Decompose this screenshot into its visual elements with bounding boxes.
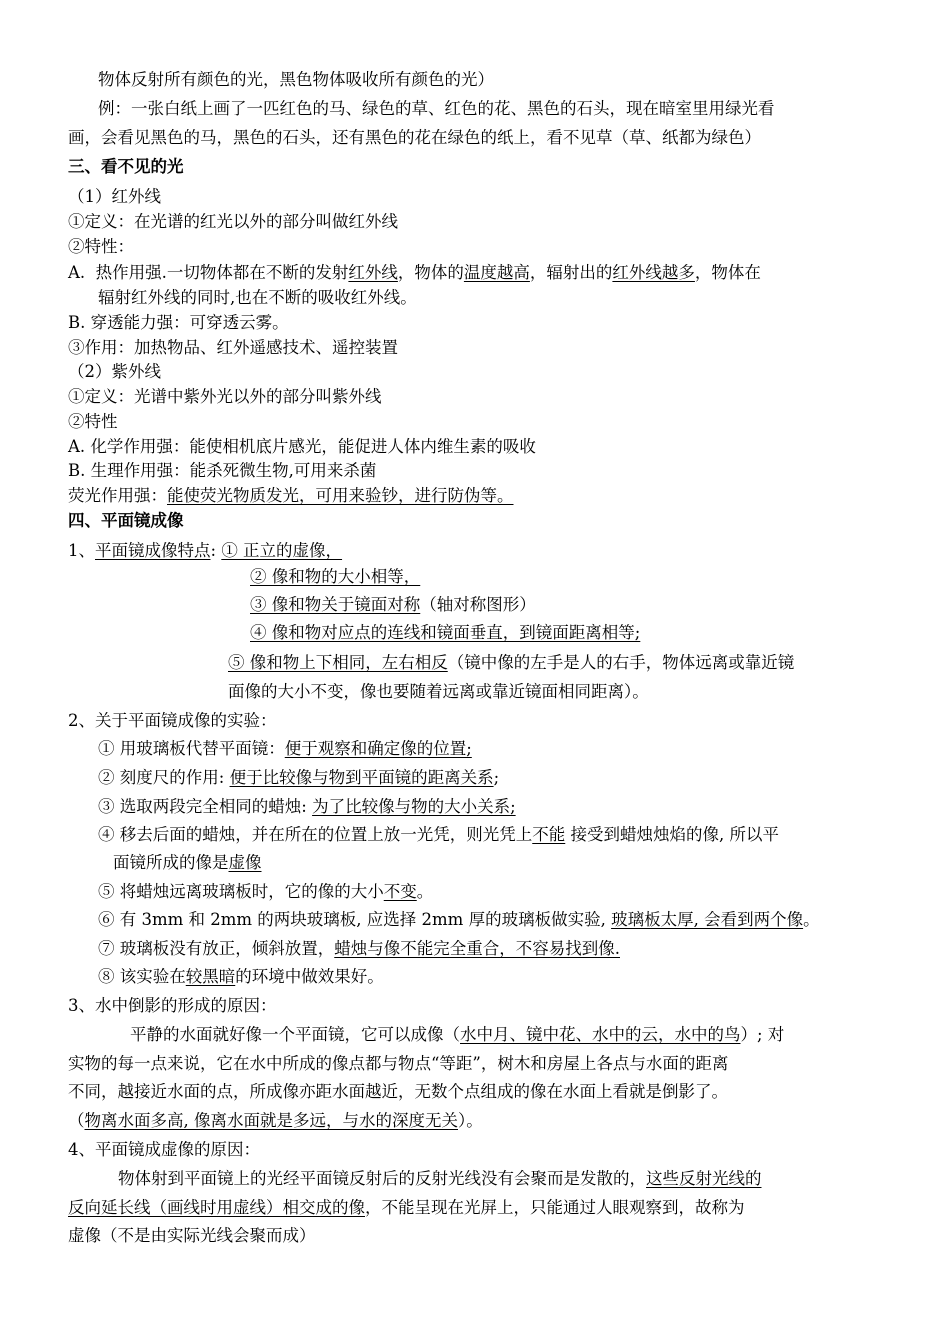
text-segment: 接受到蜡烛烛焰的像, 所以平 xyxy=(565,825,779,844)
subheading: （1）红外线 xyxy=(68,187,161,206)
underlined-text: 为了比较像与物的大小关系; xyxy=(312,797,516,816)
underlined-text: 反向延长线（画线时用虚线）相交成的像 xyxy=(68,1198,365,1217)
text-line xyxy=(98,908,820,932)
section-heading: 四、平面镜成像 xyxy=(68,511,184,530)
text-segment: ④ 移去后面的蜡烛，并在所在的位置上放一光凭，则光凭上 xyxy=(98,825,533,844)
underlined-text: 便于观察和确定像的位置; xyxy=(284,739,472,758)
text-segment: （轴对称图形） xyxy=(420,595,536,614)
text-line: 面像的大小不变，像也要随着远离或靠近镜面相同距离）。 xyxy=(228,682,649,701)
underlined-text: 较黑暗 xyxy=(185,967,236,986)
text-line xyxy=(113,851,262,875)
underlined-text: ① 正立的虚像， xyxy=(221,541,343,560)
text-segment: ）; 对 xyxy=(740,1025,785,1044)
text-segment: ，辐射出的 xyxy=(529,263,613,282)
text-line: 例：一张白纸上画了一匹红色的马、绿色的草、红色的花、黑色的石头，现在暗室里用绿光看 xyxy=(98,99,775,118)
text-line xyxy=(228,651,794,675)
text-segment: 。 xyxy=(416,882,434,901)
text-segment: 平静的水面就好像一个平面镜，它可以成像（ xyxy=(130,1025,460,1044)
text-segment: ③ 选取两段完全相同的蜡烛: xyxy=(98,797,313,816)
text-segment: 1、 xyxy=(68,541,95,560)
underlined-text: 红外线 xyxy=(348,263,398,282)
text-line xyxy=(68,484,514,508)
underlined-text: 蜡烛与像不能完全重合，不容易找到像. xyxy=(334,939,620,958)
text-line: 4、平面镜成虚像的原因： xyxy=(68,1140,260,1159)
subheading: （2）紫外线 xyxy=(68,362,161,381)
text-segment: ）。 xyxy=(458,1111,483,1130)
text-line: 画，会看见黑色的马，黑色的石头，还有黑色的花在绿色的纸上，看不见草（草、纸都为绿色） xyxy=(68,128,761,147)
text-line xyxy=(250,593,536,617)
underlined-text: 这些反射光线的 xyxy=(646,1169,762,1188)
underlined-text: 玻璃板太厚, 会看到两个像 xyxy=(611,910,804,929)
text-line xyxy=(98,965,384,989)
text-line: A. 化学作用强：能使相机底片感光，能促进人体内维生素的吸收 xyxy=(68,437,536,456)
text-segment: 的环境中做效果好。 xyxy=(235,967,384,986)
text-line: 3、水中倒影的形成的原因： xyxy=(68,996,277,1015)
text-segment: 物体射到平面镜上的光经平面镜反射后的反射光线没有会聚而是发散的， xyxy=(118,1169,646,1188)
text-segment: ⑥ 有 3mm 和 2mm 的两块玻璃板, 应选择 2mm 厚的玻璃板做实验, xyxy=(98,910,612,929)
text-segment: ，物体的 xyxy=(397,263,464,282)
text-line xyxy=(98,823,779,847)
underlined-text: 不能 xyxy=(532,825,566,844)
text-segment: ① 用玻璃板代替平面镜： xyxy=(98,739,285,758)
text-line: 不同，越接近水面的点，所成像亦距水面越近，无数个点组成的像在水面上看就是倒影了。 xyxy=(68,1082,728,1101)
underlined-text: ③ 像和物关于镜面对称 xyxy=(250,595,421,614)
underlined-text: ④ 像和物对应点的连线和镜面垂直，到镜面距离相等; xyxy=(250,623,641,642)
text-segment: ; xyxy=(493,768,500,787)
text-line xyxy=(68,539,342,563)
text-segment: ⑤ 将蜡烛远离玻璃板时，它的像的大小 xyxy=(98,882,384,901)
text-line xyxy=(98,880,433,904)
underlined-text: 温度越高 xyxy=(463,263,530,282)
text-line: B. 生理作用强：能杀死微生物,可用来杀菌 xyxy=(68,461,377,480)
text-line xyxy=(98,937,620,961)
text-line xyxy=(118,1167,762,1191)
text-segment: 。 xyxy=(803,910,820,929)
text-line xyxy=(98,737,472,761)
text-line: 辐射红外线的同时,也在不断的吸收红外线。 xyxy=(98,288,417,307)
text-segment: 荧光作用强： xyxy=(68,486,167,505)
underlined-text: 物离水面多高, 像离水面就是多远，与水的深度无关 xyxy=(84,1111,458,1130)
text-segment: A. 热作用强.一切物体都在不断的发射 xyxy=(68,263,349,282)
text-segment: ，不能呈现在光屏上，只能通过人眼观察到，故称为 xyxy=(365,1198,745,1217)
underlined-text: 便于比较像与物到平面镜的距离关系 xyxy=(229,768,494,787)
underlined-text: 水中月、镜中花、水中的云，水中的鸟 xyxy=(460,1025,741,1044)
text-line xyxy=(68,1109,483,1133)
text-line xyxy=(68,261,761,285)
text-segment: ② 刻度尺的作用: xyxy=(98,768,230,787)
text-line: ②特性： xyxy=(68,237,134,256)
text-line: 2、关于平面镜成像的实验： xyxy=(68,711,277,730)
text-segment: ⑧ 该实验在 xyxy=(98,967,186,986)
text-line xyxy=(98,766,499,790)
underlined-text: 红外线越多 xyxy=(612,263,695,282)
text-line: 虚像（不是由实际光线会聚而成） xyxy=(68,1226,316,1245)
text-segment: : xyxy=(210,541,222,560)
underlined-text: 能使荧光物质发光，可用来验钞，进行防伪等。 xyxy=(167,486,514,505)
text-line: ③作用：加热物品、红外遥感技术、遥控装置 xyxy=(68,338,398,357)
section-heading: 三、看不见的光 xyxy=(68,157,184,176)
text-line: 实物的每一点来说，它在水中所成的像点都与物点“等距”，树木和房屋上各点与水面的距离 xyxy=(68,1054,729,1073)
underlined-text: 平面镜成像特点 xyxy=(95,541,211,560)
text-line: B. 穿透能力强：可穿透云雾。 xyxy=(68,313,289,332)
text-segment: 面镜所成的像是 xyxy=(113,853,229,872)
underlined-text: 虚像 xyxy=(228,853,262,872)
text-segment: （镜中像的左手是人的右手，物体远离或靠近镜 xyxy=(447,653,795,672)
underlined-text: ② 像和物的大小相等， xyxy=(250,567,421,586)
text-line: ①定义：光谱中紫外光以外的部分叫紫外线 xyxy=(68,387,382,406)
text-segment: ⑦ 玻璃板没有放正，倾斜放置， xyxy=(98,939,335,958)
text-line: 物体反射所有颜色的光，黑色物体吸收所有颜色的光） xyxy=(98,70,494,89)
text-segment: ，物体在 xyxy=(694,263,761,282)
text-line xyxy=(68,1196,745,1220)
underlined-text: ⑤ 像和物上下相同，左右相反 xyxy=(228,653,448,672)
underlined-text: 不变 xyxy=(383,882,417,901)
text-line: ①定义：在光谱的红光以外的部分叫做红外线 xyxy=(68,212,398,231)
text-line xyxy=(130,1023,784,1047)
text-segment: （ xyxy=(68,1111,85,1130)
text-line xyxy=(98,795,516,819)
text-line: ②特性 xyxy=(68,412,118,431)
